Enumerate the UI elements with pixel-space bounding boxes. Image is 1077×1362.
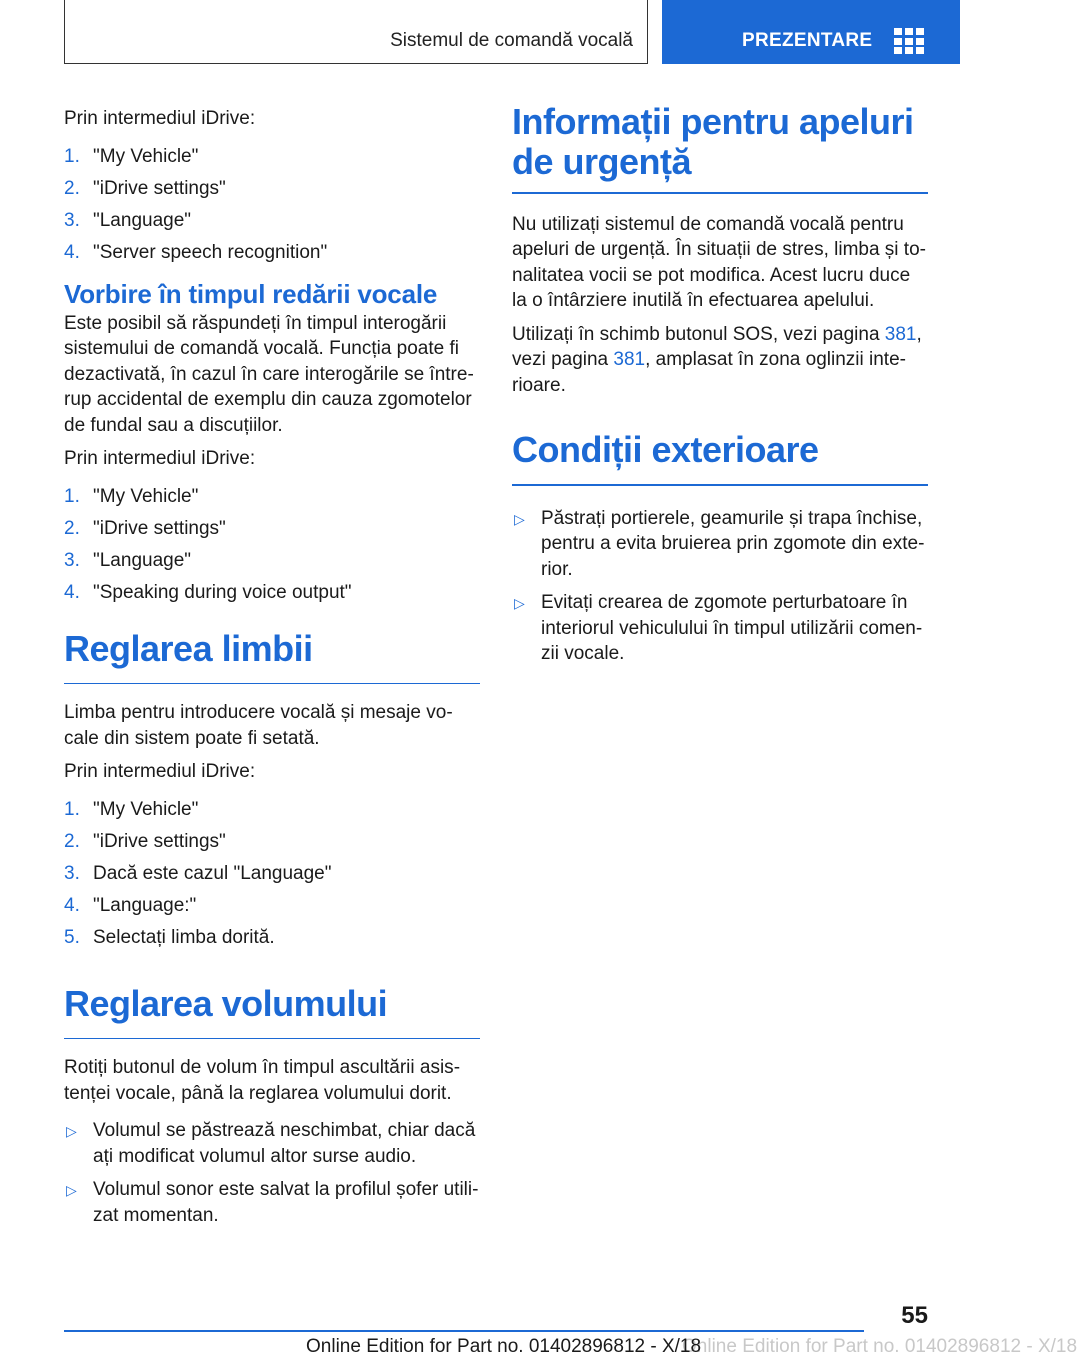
- heading-rule: [64, 1038, 480, 1040]
- list-item: ▷ Evitați crearea de zgomote perturbatoare în interiorul vehiculului în timpul utilizării comenzii vocale.: [514, 592, 923, 664]
- page-number: 55: [901, 1302, 928, 1329]
- chapter-tab[interactable]: [662, 0, 960, 64]
- list-item: ▷ Păstrați portierele, geamurile și trapa închise, pentru a evita bruierea prin zgomote din exterior.: [514, 507, 925, 580]
- idrive-steps-list-3: [64, 797, 480, 950]
- bullet-triangle-icon: ▷: [514, 510, 525, 527]
- watermark-text: Online Edition for Part no. 01402896812 - X/18: [682, 1336, 1077, 1357]
- heading-rule: [512, 484, 928, 486]
- sos-paragraph: Utilizați în schimb butonul SOS, vezi pagina 381, vezi pagina 381, amplasat în zona oglinzii interioare.: [512, 323, 922, 396]
- page-link-381[interactable]: 381: [613, 349, 646, 370]
- list-item: 3. "Language": [64, 209, 192, 231]
- heading-informatii-urgenta: Informații pentru apeluri de urgență: [512, 101, 914, 182]
- list-item: ▷ Volumul sonor este salvat la profilul șofer utilizat momentan.: [66, 1179, 479, 1226]
- section-title: Sistemul de comandă vocală: [390, 30, 633, 51]
- list-item: 2. "iDrive settings": [64, 177, 226, 199]
- list-item: 2. "iDrive settings": [64, 517, 226, 539]
- volum-body: Rotiți butonul de volum în timpul ascultării asistenței vocale, până la reglarea volumului dorit.: [64, 1057, 461, 1104]
- list-item: 4. "Language:": [64, 894, 197, 916]
- list-item: 1. "My Vehicle": [64, 485, 199, 507]
- heading-vorbire: Vorbire în timpul redării vocale: [64, 278, 438, 309]
- list-item: 4. "Server speech recognition": [64, 241, 328, 263]
- list-item: 3. "Language": [64, 549, 192, 571]
- right-column: [512, 100, 928, 675]
- conditii-bullets: [512, 506, 928, 667]
- bullet-triangle-icon: ▷: [66, 1123, 77, 1139]
- limba-body: Limba pentru introducere vocală și mesaje vocale din sistem poate fi setată.: [64, 702, 453, 749]
- intro-idrive-1: Prin intermediul iDrive:: [64, 108, 256, 129]
- heading-conditii-exterioare: Condiții exterioare: [512, 429, 819, 470]
- bullet-triangle-icon: ▷: [66, 1182, 77, 1198]
- idrive-steps-list-2: [64, 484, 480, 605]
- bullet-triangle-icon: ▷: [514, 595, 525, 611]
- list-item: 1. "My Vehicle": [64, 145, 199, 167]
- chapter-tab-label: PREZENTARE: [742, 30, 873, 51]
- list-item: ▷ Volumul se păstrează neschimbat, chiar dacă ați modificat volumul altor surse audio.: [66, 1120, 476, 1167]
- intro-idrive-3: Prin intermediul iDrive:: [64, 761, 256, 782]
- footer-rule: [64, 1330, 864, 1332]
- idrive-steps-list-1: [64, 144, 480, 265]
- list-item: 4. "Speaking during voice output": [64, 581, 352, 603]
- urgenta-body: Nu utilizați sistemul de comandă vocală pentru apeluri de urgență. În situații de stres, limba și tonalitatea vocii se pot modifica. Acest lucru duce la o întârziere inutilă în efectuarea apelului.: [512, 213, 926, 311]
- list-item: 3. Dacă este cazul "Language": [64, 862, 332, 884]
- edition-text: Online Edition for Part no. 01402896812 - X/18: [306, 1336, 702, 1357]
- heading-rule: [64, 683, 480, 685]
- list-item: 1. "My Vehicle": [64, 798, 199, 820]
- header-section-box: [64, 0, 648, 64]
- intro-idrive-2: Prin intermediul iDrive:: [64, 448, 256, 469]
- list-item: 2. "iDrive settings": [64, 830, 226, 852]
- volum-bullets: [64, 1118, 480, 1228]
- vorbire-body: Este posibil să răspundeți în timpul interogării sistemului de comandă vocală. Funcția poate fi dezactivată, în cazul în care interogările se întrerup accidental de exemplu din cauza zgomotelor de fundal sau a discuțiilor.: [64, 312, 474, 436]
- grid-icon[interactable]: [894, 28, 924, 54]
- heading-rule: [512, 192, 928, 194]
- heading-reglarea-limbii: Reglarea limbii: [64, 627, 313, 669]
- list-item: 5. Selectați limba dorită.: [64, 926, 275, 948]
- heading-reglarea-volumului: Reglarea volumului: [64, 982, 388, 1024]
- page-link-381[interactable]: 381: [884, 323, 917, 345]
- left-column: [64, 100, 480, 1236]
